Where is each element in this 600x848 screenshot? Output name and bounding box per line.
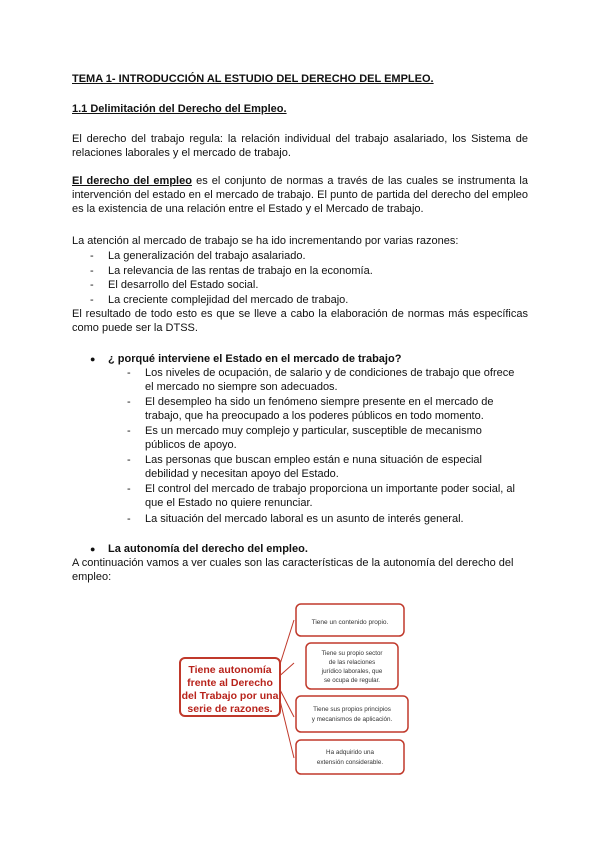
list-item: La generalización del trabajo asalariado. — [108, 250, 306, 262]
list-item-cont: que el Estado no quiere renunciar. — [145, 497, 313, 509]
list-item: La creciente complejidad del mercado de trabajo. — [108, 294, 349, 306]
central-text-line: del Trabajo por una — [181, 690, 279, 702]
bullet-heading-intervencion: ¿ porqué interviene el Estado en el mercado de trabajo? — [108, 353, 402, 365]
reason-box-4 — [296, 740, 404, 774]
reason-box-4-text: extensión considerable. — [316, 759, 384, 766]
autonomia-intro-line-2: empleo: — [72, 571, 112, 583]
autonomy-diagram — [170, 600, 420, 800]
reason-box-2-text: de las relaciones — [328, 659, 376, 666]
paragraph-3-intro: La atención al mercado de trabajo se ha ido incrementando por varias razones: — [72, 235, 459, 247]
list-item-cont: el mercado no siempre son adecuados. — [145, 381, 338, 393]
list-item-cont: debilidad y necesitan apoyo del Estado. — [145, 468, 339, 480]
document-page: TEMA 1- INTRODUCCIÓN AL ESTUDIO DEL DERECHO DEL EMPLEO. 1.1 Delimitación del Derecho del Empleo. El derecho del trabajo regula: la relación individual del trabajo asalariado, los Sistema de relaciones laborales y el mercado de trabajo. El derecho del empleo es el conjunto de normas a través de las cuales se instrumenta la intervención del estado en el mercado de trabajo. El punto de partida del derecho del empleo es la existencia de una relación entre el Estado y el Mercado de trabajo. La atención al mercado de trabajo se ha ido incrementando por varias razones: - La generalización del trabajo asalariado. - La relevancia de las rentas de trabajo en la economía. - El desarrollo del Estado social. - La creciente complejidad del mercado de trabajo. El resultado de todo esto es que se lleve a cabo la elaboración de normas más específicas como puede ser la DTSS. ● ¿ porqué interviene el Estado en el mercado de trabajo? - Los niveles de ocupación, de salario y de condiciones de trabajo que ofrece el mercado no siempre son adecuados. - El desempleo ha sido un fenómeno siempre presente en el mercado de trabajo, que ha preocupado a los poderes públicos en todo momento. - Es un mercado muy complejo y particular, susceptible de mecanismo públicos de apoyo. - Las personas que buscan empleo están e nuna situación de especial debilidad y necesitan apoyo del Estado. - El control del mercado de trabajo proporciona un importante poder social, al que el Estado no quiere renunciar. - La situación del mercado laboral es un asunto de interés general. ● La autonomía del derecho del empleo. A continuación vamos a ver cuales son las características de la autonomía del derecho del empleo: Tiene autonomía frente al Derecho del Trabajo por una serie de razones. Tiene un contenido propio. Tiene su propio sector de las relaciones jurídico laborales, que se ocupa de regular. Tiene sus propios principios y mecanismos de aplicación. Ha adquirido una extensión considerable. — [0, 0, 600, 848]
list-item: Los niveles de ocupación, de salario y de condiciones de trabajo que ofrece — [145, 367, 515, 379]
paragraph-4: El resultado de todo esto es que se lleve a cabo la elaboración de normas más específicas como puede ser la DTSS. — [72, 308, 528, 334]
reason-box-1-text: Tiene un contenido propio. — [311, 619, 389, 626]
bullet-dot-icon: ● — [90, 544, 96, 554]
list-item: El desarrollo del Estado social. — [108, 279, 259, 291]
list-item: Las personas que buscan empleo están e nuna situación de especial — [145, 454, 482, 466]
section-heading: 1.1 Delimitación del Derecho del Empleo. — [72, 103, 287, 115]
central-text-line: serie de razones. — [187, 703, 273, 715]
reason-box-2-text: jurídico laborales, que — [321, 668, 383, 675]
list-item: Es un mercado muy complejo y particular, susceptible de mecanismo — [145, 425, 482, 437]
paragraph-2-body: es el conjunto de normas a través de las cuales se instrumenta la intervención del estado en el mercado de trabajo. El punto de partida del derecho del empleo es la existencia de una relación entre el Estado y el Mercado de trabajo. — [72, 175, 528, 215]
list-item: El control del mercado de trabajo proporciona un importante poder social, al — [145, 483, 515, 495]
list-item-cont: trabajo, que ha preocupado a los poderes públicos en todo momento. — [145, 410, 484, 422]
reason-box-2-text: se ocupa de regular. — [323, 677, 381, 684]
paragraph-1: El derecho del trabajo regula: la relación individual del trabajo asalariado, los Sistema de relaciones laborales y el mercado de trabajo. — [72, 133, 528, 159]
central-text-line: Tiene autonomía — [188, 664, 272, 676]
reason-box-3-text: Tiene sus propios principios — [313, 706, 391, 713]
reason-box-3-text: y mecanismos de aplicación. — [311, 716, 393, 723]
term-derecho-del-empleo: El derecho del empleo — [72, 175, 192, 187]
bullet-heading-autonomia: La autonomía del derecho del empleo. — [108, 543, 308, 555]
list-item: La situación del mercado laboral es un asunto de interés general. — [145, 513, 464, 525]
reason-box-3 — [296, 696, 408, 732]
paragraph-2 — [72, 174, 528, 216]
list-item: La relevancia de las rentas de trabajo en la economía. — [108, 265, 373, 277]
reason-box-2-text: Tiene su propio sector — [321, 650, 383, 657]
bullet-dot-icon: ● — [90, 354, 96, 364]
list-item-cont: públicos de apoyo. — [145, 439, 237, 451]
central-text-line: frente al Derecho — [187, 677, 273, 689]
reason-box-4-text: Ha adquirido una — [326, 749, 374, 756]
autonomia-intro-line-1: A continuación vamos a ver cuales son las características de la autonomía del derecho del — [72, 557, 514, 569]
document-title: TEMA 1- INTRODUCCIÓN AL ESTUDIO DEL DERECHO DEL EMPLEO. — [72, 73, 434, 85]
list-item: El desempleo ha sido un fenómeno siempre presente en el mercado de — [145, 396, 494, 408]
